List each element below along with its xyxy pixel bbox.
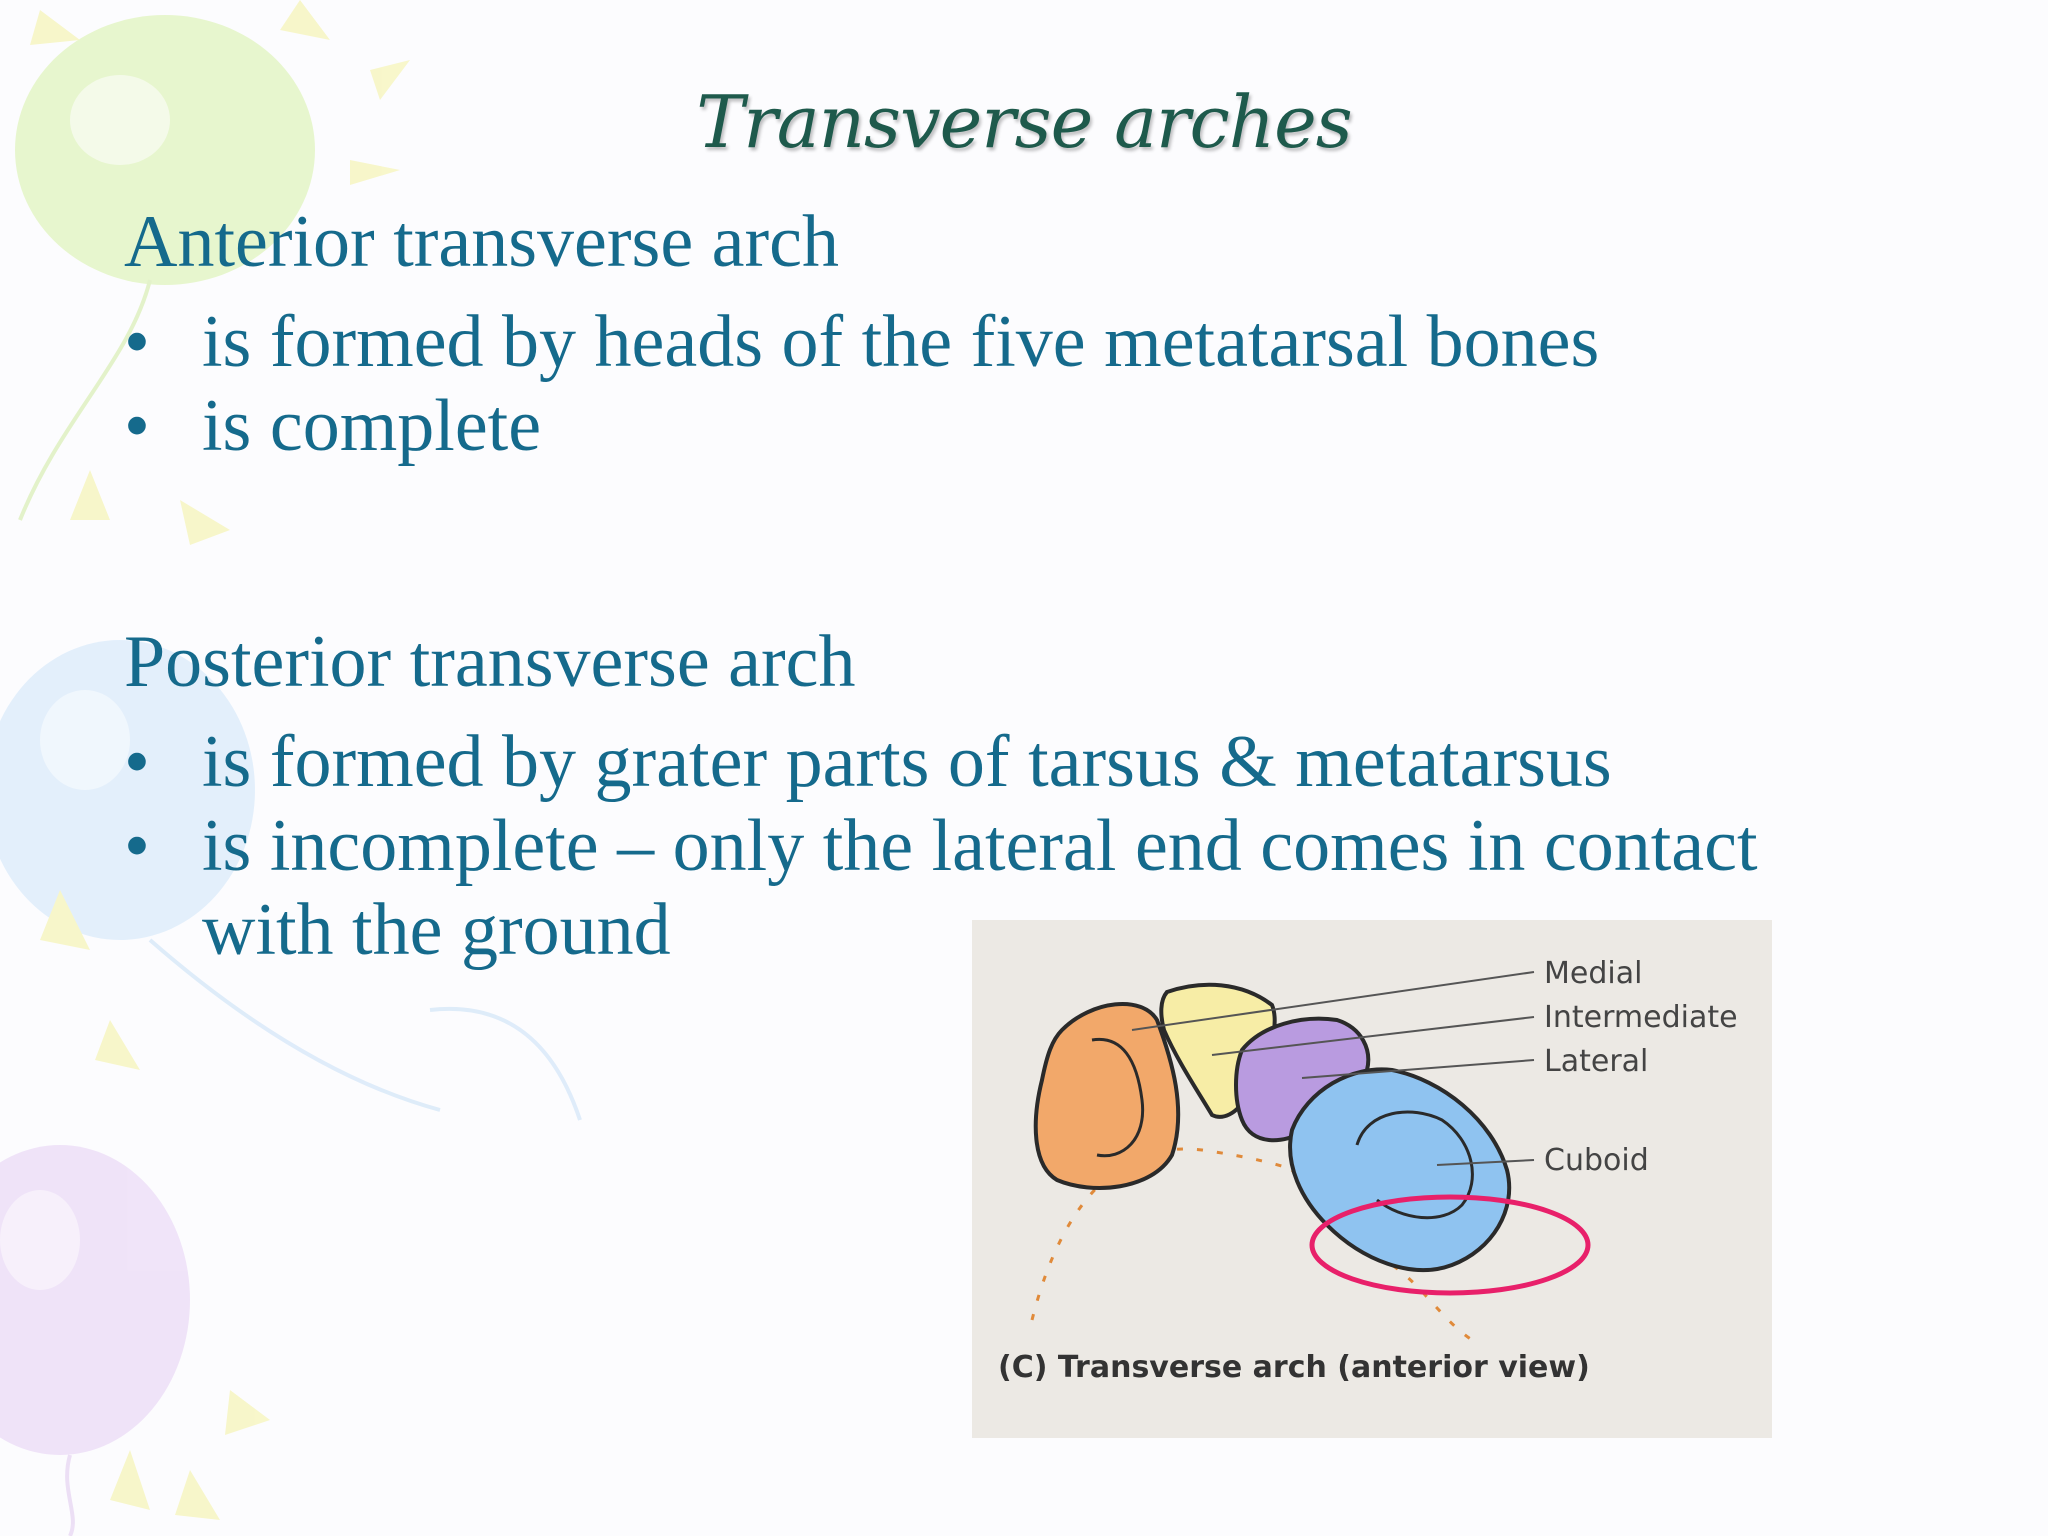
slide-title: Transverse arches bbox=[696, 80, 1352, 164]
anterior-heading: Anterior transverse arch bbox=[124, 201, 839, 283]
anterior-bullet-2 bbox=[124, 384, 1599, 468]
anterior-bullet-2-text: is complete bbox=[202, 385, 542, 467]
posterior-bullet-2-line-2: with the ground bbox=[202, 889, 671, 971]
bullet-symbol: • bbox=[124, 301, 150, 383]
posterior-bullet-2-line-1: is incomplete – only the lateral end comes in contact bbox=[202, 805, 1758, 887]
anterior-bullet-1-text: is formed by heads of the five metatarsal bones bbox=[202, 301, 1600, 383]
posterior-heading: Posterior transverse arch bbox=[124, 621, 856, 703]
posterior-bullet-1 bbox=[124, 720, 1758, 804]
bullet-symbol: • bbox=[124, 805, 150, 887]
transverse-arch-figure bbox=[972, 920, 1772, 1438]
bullet-symbol: • bbox=[124, 385, 150, 467]
posterior-section bbox=[124, 618, 1758, 972]
anterior-section bbox=[124, 198, 1599, 468]
cuboid-bone bbox=[1290, 1069, 1509, 1270]
label-intermediate: Intermediate bbox=[1544, 1000, 1738, 1035]
medial-bone bbox=[1036, 1004, 1178, 1188]
posterior-bullet-1-text: is formed by grater parts of tarsus & metatarsus bbox=[202, 721, 1612, 803]
anterior-bullet-1 bbox=[124, 300, 1599, 384]
figure-caption: (C) Transverse arch (anterior view) bbox=[998, 1350, 1590, 1385]
label-cuboid: Cuboid bbox=[1544, 1143, 1649, 1178]
label-lateral: Lateral bbox=[1544, 1044, 1649, 1079]
bullet-symbol: • bbox=[124, 721, 150, 803]
label-medial: Medial bbox=[1544, 956, 1643, 991]
